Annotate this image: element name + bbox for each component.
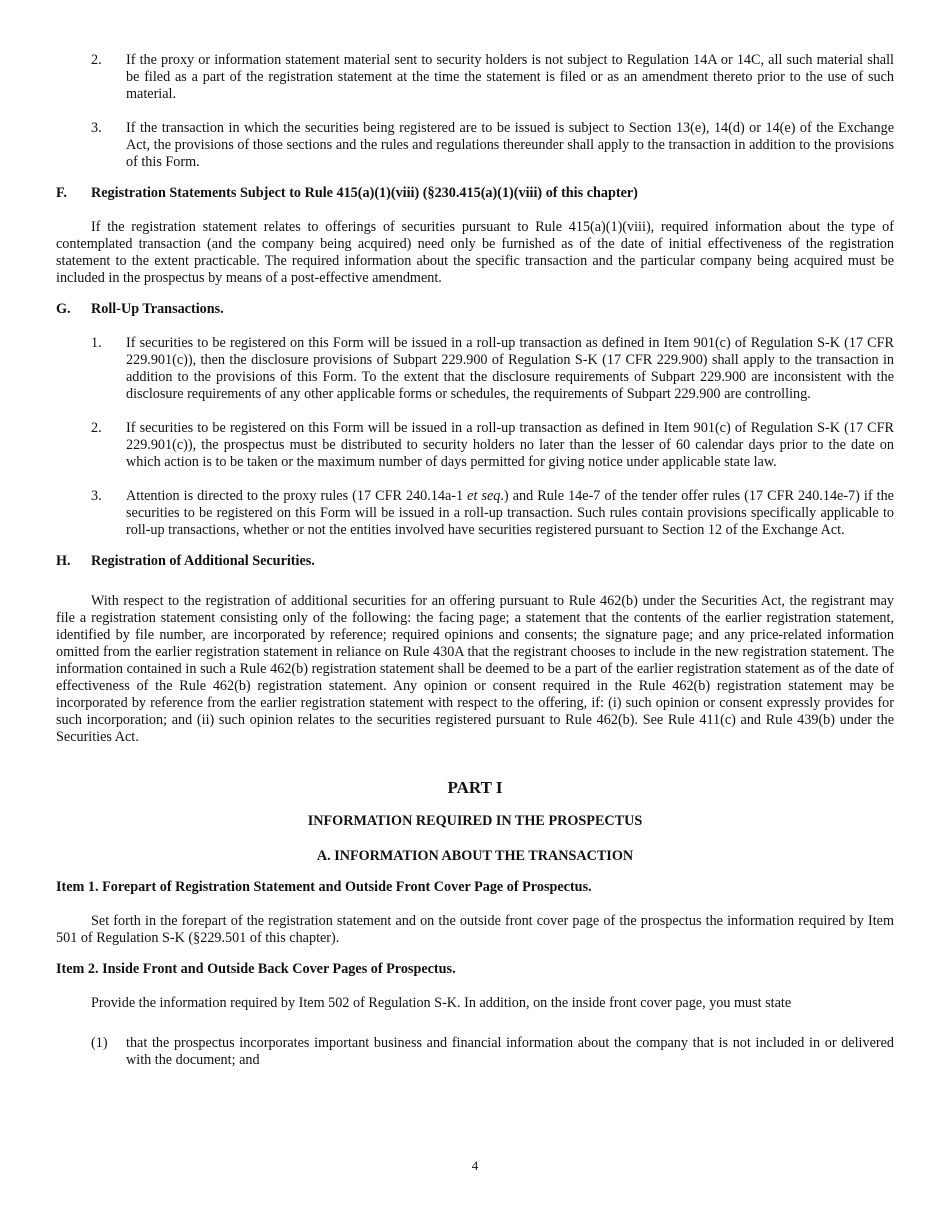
g2-number: 2. — [91, 420, 102, 436]
e3-number: 3. — [91, 120, 102, 136]
g3-item — [56, 488, 894, 539]
section-g-title: Roll-Up Transactions. — [91, 301, 224, 317]
item1-title: Item 1. Forepart of Registration Statement and Outside Front Cover Page of Prospectus. — [56, 879, 592, 895]
section-h-paragraph: With respect to the registration of additional securities for an offering pursuant to Rule 462(b) under the Securities Act, the registrant may file a registration statement consisting only of the following: the facing page; a statement that the contents of the earlier registration statement, identified by file number, are incorporated by reference; required opinions and consents; the signature page; and any price-related information omitted from the earlier registration statement in reliance on Rule 430A that the registrant chooses to include in the new registration statement. The information contained in such a Rule 462(b) registration statement shall be deemed to be a part of the earlier registration statement as of the date of effectiveness of the Rule 462(b) registration statement. Any opinion or consent required in the Rule 462(b) registration statement may be incorporated by reference from the earlier registration statement with respect to the offering, if: (i) such opinion or consent expressly provides for such incorporation; and (ii) such opinion relates to the securities registered pursuant to Rule 462(b). See Rule 411(c) and Rule 439(b) under the Securities Act. — [56, 593, 894, 745]
section-f-paragraph: If the registration statement relates to offerings of securities pursuant to Rule 415(a)(1)(viii), required information about the type of contemplated transaction (and the company being acquired) need only be furnished as of the date of initial effectiveness of the registration statement to the extent practicable. The required information about the specific transaction and the particular company being acquired must be included in the prospectus by means of a post-effective amendment. — [56, 219, 894, 286]
item2-sub1-number: (1) — [91, 1035, 108, 1051]
section-f-title: Registration Statements Subject to Rule 415(a)(1)(viii) (§230.415(a)(1)(viii) of this chapter) — [91, 185, 638, 201]
page-number: 4 — [471, 1158, 479, 1173]
g3-text-a: Attention is directed to the proxy rules (17 CFR 240.14a-1 — [126, 488, 468, 504]
g3-number: 3. — [91, 488, 102, 504]
e3-text: If the transaction in which the securities being registered are to be issued is subject to Section 13(e), 14(d) or 14(e) of the Exchange Act, the provisions of those sections and the rules and regulations thereunder shall apply to the transaction in addition to the provisions of this Form. — [126, 120, 894, 170]
g3-text-italic: et seq — [467, 488, 501, 504]
section-h-title: Registration of Additional Securities. — [91, 553, 315, 569]
e2-number: 2. — [91, 52, 102, 68]
g2-item — [56, 420, 894, 471]
section-g-heading — [56, 301, 894, 318]
g1-number: 1. — [91, 335, 102, 351]
item2-title: Item 2. Inside Front and Outside Back Cover Pages of Prospectus. — [56, 961, 456, 977]
g2-text: If securities to be registered on this Form will be issued in a roll-up transaction as defined in Item 901(c) of Regulation S-K (17 CFR 229.901(c)), the prospectus must be distributed to security holders no later than the lesser of 60 calendar days prior to the date on which action is to be taken or the maximum number of days permitted for giving notice under applicable state law. — [126, 420, 894, 470]
section-h-letter: H. — [56, 553, 71, 569]
item2-sub1 — [56, 1035, 894, 1069]
section-f-letter: F. — [56, 185, 67, 201]
item2-paragraph: Provide the information required by Item 502 of Regulation S-K. In addition, on the inside front cover page, you must state — [91, 995, 792, 1011]
item1-paragraph: Set forth in the forepart of the registration statement and on the outside front cover page of the prospectus the information required by Item 501 of Regulation S-K (§229.501 of this chapter). — [56, 913, 894, 946]
g1-text: If securities to be registered on this Form will be issued in a roll-up transaction as defined in Item 901(c) of Regulation S-K (17 CFR 229.901(c)), then the disclosure provisions of Subpart 229.900 of Regulation S-K (17 CFR 229.900) shall apply to the transaction in addition to the provisions of this Form. To the extent that the disclosure requirements of Subpart 229.900 are inconsistent with the disclosure requirements of any other applicable forms or schedules, the requirements of Subpart 229.900 are controlling. — [126, 335, 894, 402]
section-f-heading — [56, 185, 894, 202]
e2-text: If the proxy or information statement material sent to security holders is not subject to Regulation 14A or 14C, all such material shall be filed as a part of the registration statement at the time the statement is filed or as an amendment thereto prior to the use of such material. — [126, 52, 894, 102]
part-subtitle: INFORMATION REQUIRED IN THE PROSPECTUS — [307, 813, 643, 829]
g3-text-b: .) and Rule 14e-7 of the tender offer rules (17 CFR 240.14e-7) if the securities to be registered on this Form will be issued in a roll-up transaction. Such rules contain provisions specifically applicable to roll-up transactions, whether or not the entities involved have securities registered pursuant to Section 12 of the Exchange Act. — [126, 488, 894, 538]
section-g-letter: G. — [56, 301, 71, 317]
part-title: PART I — [447, 778, 503, 797]
document-page — [56, 52, 894, 1069]
item2-sub1-text: that the prospectus incorporates important business and financial information about the company that is not included in or delivered with the document; and — [126, 1035, 894, 1068]
e2-item — [56, 52, 894, 103]
g1-item — [56, 335, 894, 403]
e3-item — [56, 120, 894, 171]
part-section-title: A. INFORMATION ABOUT THE TRANSACTION — [316, 848, 634, 864]
section-h-heading — [56, 553, 894, 570]
